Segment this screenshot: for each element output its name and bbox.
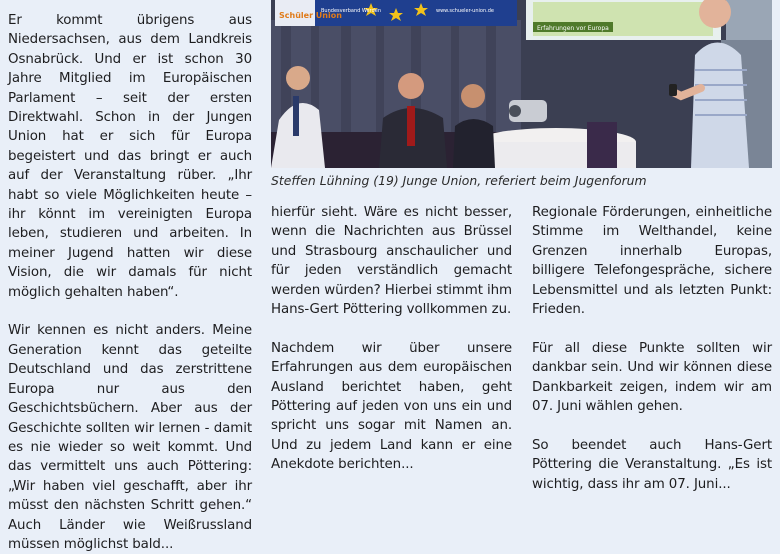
paragraph: Er kommt übrigens aus Niedersachsen, aus dem Landkreis Osnabrück. Und er ist schon 30 Jahre Mitglied im Europäischen Parlament – seit der ersten Direktwahl. Schon in der Jungen Union hat er sich für Europa begeistert und das bringt er auch auf der Veranstaltung rüber. „Ihr habt so viele Möglichkeiten heute – ihr könnt im vereinigten Europa leben, studieren und arbeiten. In meiner Jugend hatten wir diese Vision, die wir damals für nicht möglich gehalten haben“. [8, 13, 252, 300]
paragraph: Nachdem wir über unsere Erfahrungen aus dem europäischen Ausland berichtet haben, geht Pöttering auf jeden von uns ein und spricht uns sogar mit Namen an. Und zu jedem Land kann er eine Anekdote berichten... [271, 340, 512, 473]
svg-text:www.schueler-union.de: www.schueler-union.de [436, 8, 494, 14]
paragraph: So beendet auch Hans-Gert Pöttering die Veranstaltung. „Es ist wichtig, dass ihr am 07. Juni... [532, 437, 772, 492]
photo-caption: Steffen Lühning (19) Junge Union, referiert beim Jugenforum [271, 173, 647, 188]
paragraph: Für all diese Punkte sollten wir dankbar sein. Und wir können diese Dankbarkeit zeigen, indem wir am 07. Juni wählen gehen. [532, 340, 772, 415]
article-column-1 [8, 11, 252, 554]
paragraph: Regionale Förderungen, einheitliche Stimme im Welthandel, keine Grenzen innerhalb Europas, billigere Telefongespräche, sichere Lebensmittel und als letzten Punkt: Frieden. [532, 205, 772, 318]
svg-text:Bundesverband Werden: Bundesverband Werden [321, 8, 381, 14]
svg-text:Erfahrungen vor Europa: Erfahrungen vor Europa [537, 25, 609, 32]
article-column-3 [532, 203, 772, 494]
paragraph: hierfür sieht. Wäre es nicht besser, wenn die Nachrichten aus Brüssel und Strasbourg anschaulicher und für jeden verständlich gemacht werden würden? Hierbei stimmt ihm Hans-Gert Pöttering vollkommen zu. [271, 205, 512, 318]
paragraph: Wir kennen es nicht anders. Meine Generation kennt das geteilte Deutschland und das zerstrittene Europa nur aus den Geschichtsbüchern. Aber aus der Geschichte sollten wir lernen - damit es nie wieder so weit kommt. Und das vermittelt uns auch Pöttering: „Wir haben viel geschafft, aber ihr müsst den nächsten Schritt gehen.“ Auch Länder wie Weißrussland müssen möglichst bald... [8, 323, 252, 552]
event-photo [271, 0, 772, 168]
article-column-2 [271, 203, 512, 475]
banner-label: Schüler Union [279, 11, 342, 20]
